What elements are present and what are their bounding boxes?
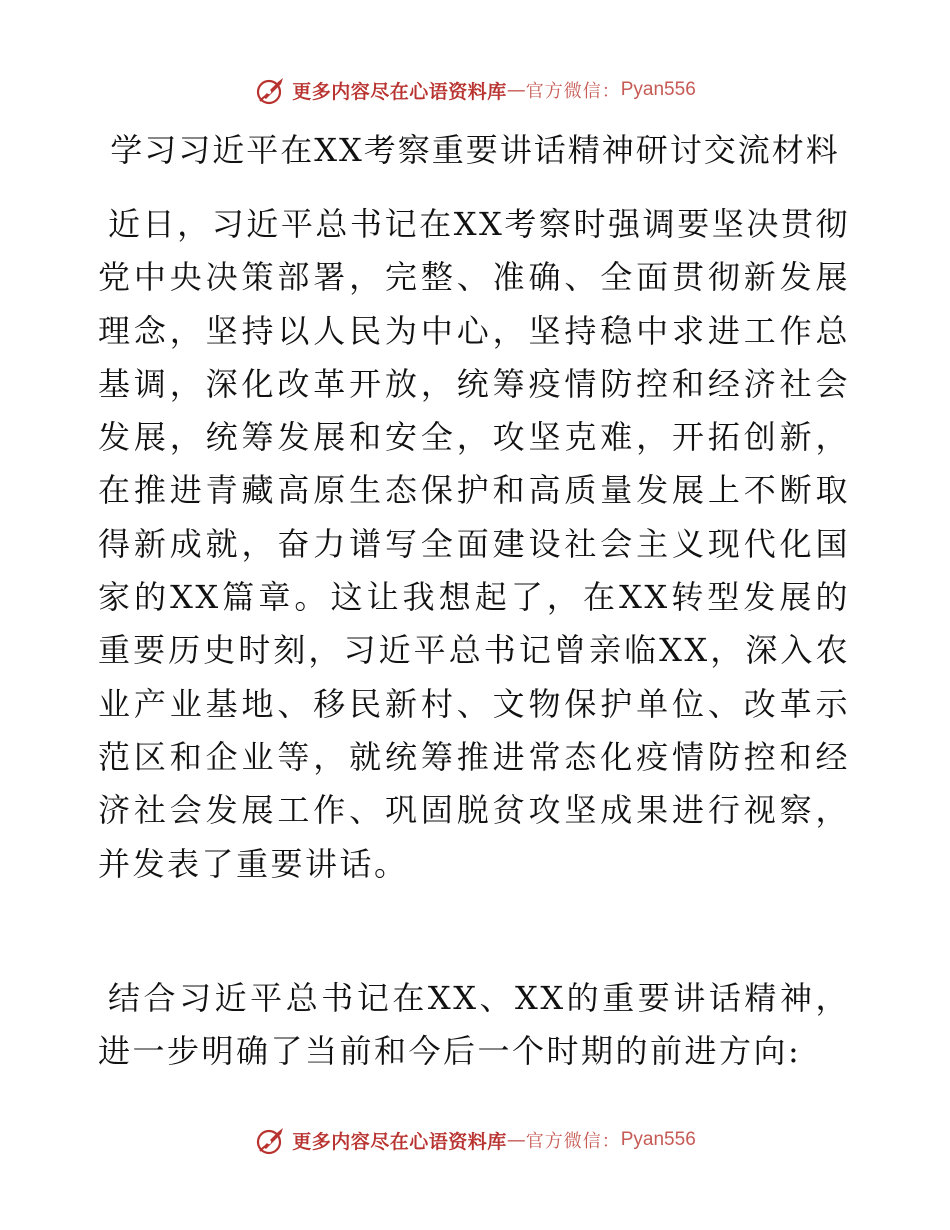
wechat-id: Pyan556 [620,1129,696,1150]
header-banner [0,70,950,110]
body-paragraph-2: 结合习近平总书记在XX、XX的重要讲话精神，进一步明确了当前和今后一个时期的前进方向: [98,979,850,1071]
library-text: 更多内容尽在心语资料库 [292,1130,507,1153]
banner-dash: — [506,1129,526,1151]
footer-banner [0,1120,950,1160]
wechat-id: Pyan556 [620,79,696,100]
official-wechat-label: 官方微信： [525,81,621,102]
banner-dash: — [506,79,526,101]
pen-nib-logo-icon [254,73,288,107]
document-title: 学习习近平在XX考察重要讲话精神研讨交流材料 [110,131,840,169]
body-paragraph-1: 近日，习近平总书记在XX考察时强调要坚决贯彻党中央决策部署，完整、准确、全面贯彻新发展理念，坚持以人民为中心，坚持稳中求进工作总基调，深化改革开放，统筹疫情防控和经济社会发展，统筹发展和安全，攻坚克难，开拓创新，在推进青藏高原生态保护和高质量发展上不断取得新成就，奋力谱写全面建设社会主义现代化国家的XX篇章。这让我想起了，在XX转型发展的重要历史时刻，习近平总书记曾亲临XX，深入农业产业基地、移民新村、文物保护单位、改革示范区和企业等，就统筹推进常态化疫情防控和经济社会发展工作、巩固脱贫攻坚成果进行视察，并发表了重要讲话。 [98,205,850,883]
library-text: 更多内容尽在心语资料库 [292,80,507,103]
official-wechat-label: 官方微信： [525,1131,621,1152]
pen-nib-logo-icon [254,1123,288,1157]
